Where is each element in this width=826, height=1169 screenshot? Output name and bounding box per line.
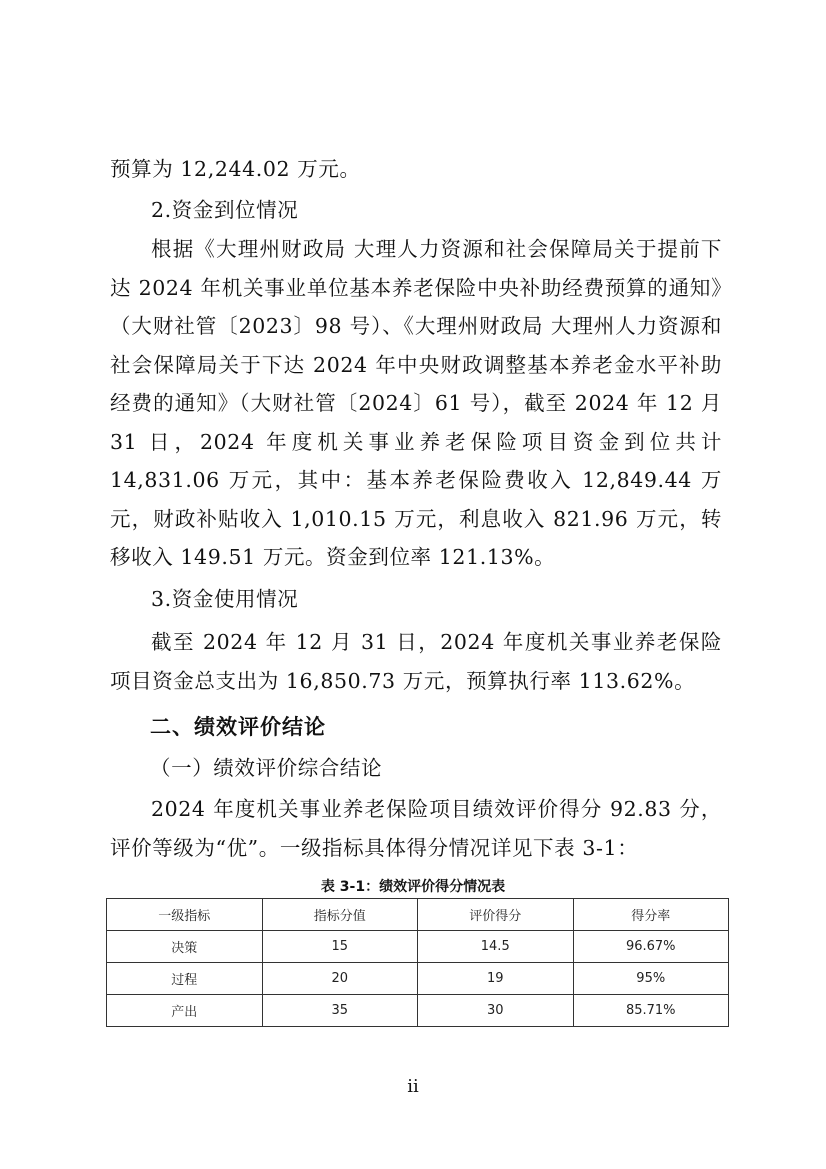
section-heading: 二、绩效评价结论 (150, 715, 326, 739)
funds-usage-paragraph: 截至 2024 年 12 月 31 日，2024 年度机关事业养老保险项目资金总支出为 16,850.73 万元，预算执行率 113.62%。 (110, 630, 722, 693)
cell-rate: 85.71% (573, 995, 729, 1027)
funds-arrival-paragraph: 根据《大理州财政局 大理人力资源和社会保障局关于提前下达 2024 年机关事业单位基本养老保险中央补助经费预算的通知》（大财社管〔2023〕98 号）、《大理州财政局 大理州人力资源和社会保障局关于下达 2024 年中央财政调整基本养老金水平补助经费的通知》（大财社管〔2024〕61 号），截至 2024 年 12 月 31 日，2024 年度机关事业养老保险项目资金到位共计 14,831.06 万元，其中：基本养老保险费收入 12,849.44 万元，财政补贴收入 1,010.15 万元，利息收入 821.96 万元，转移收入 149.51 万元。资金到位率 121.13%。 (110, 237, 722, 569)
page-number: ii (407, 1076, 419, 1097)
funds-arrival-heading: 2.资金到位情况 (151, 198, 299, 222)
table-row (107, 931, 729, 963)
header-score: 评价得分 (418, 899, 574, 931)
cell-rate: 95% (573, 963, 729, 995)
table-caption: 表 3-1：绩效评价得分情况表 (320, 879, 506, 895)
header-weight: 指标分值 (262, 899, 418, 931)
cell-weight: 35 (262, 995, 418, 1027)
cell-score: 19 (418, 963, 574, 995)
budget-paragraph: 预算为 12,244.02 万元。 (110, 157, 361, 181)
table-header-row (107, 899, 729, 931)
table-row (107, 963, 729, 995)
cell-indicator: 产出 (107, 995, 263, 1027)
cell-indicator: 决策 (107, 931, 263, 963)
cell-rate: 96.67% (573, 931, 729, 963)
subsection-heading: （一）绩效评价综合结论 (150, 756, 383, 780)
funds-usage-heading: 3.资金使用情况 (151, 587, 299, 611)
table-row (107, 995, 729, 1027)
cell-score: 30 (418, 995, 574, 1027)
score-table (106, 898, 729, 1027)
header-rate: 得分率 (573, 899, 729, 931)
conclusion-paragraph: 2024 年度机关事业养老保险项目绩效评价得分 92.83 分，评价等级为“优”。一级指标具体得分情况详见下表 3-1： (110, 797, 722, 860)
header-indicator: 一级指标 (107, 899, 263, 931)
cell-weight: 15 (262, 931, 418, 963)
cell-indicator: 过程 (107, 963, 263, 995)
cell-weight: 20 (262, 963, 418, 995)
cell-score: 14.5 (418, 931, 574, 963)
